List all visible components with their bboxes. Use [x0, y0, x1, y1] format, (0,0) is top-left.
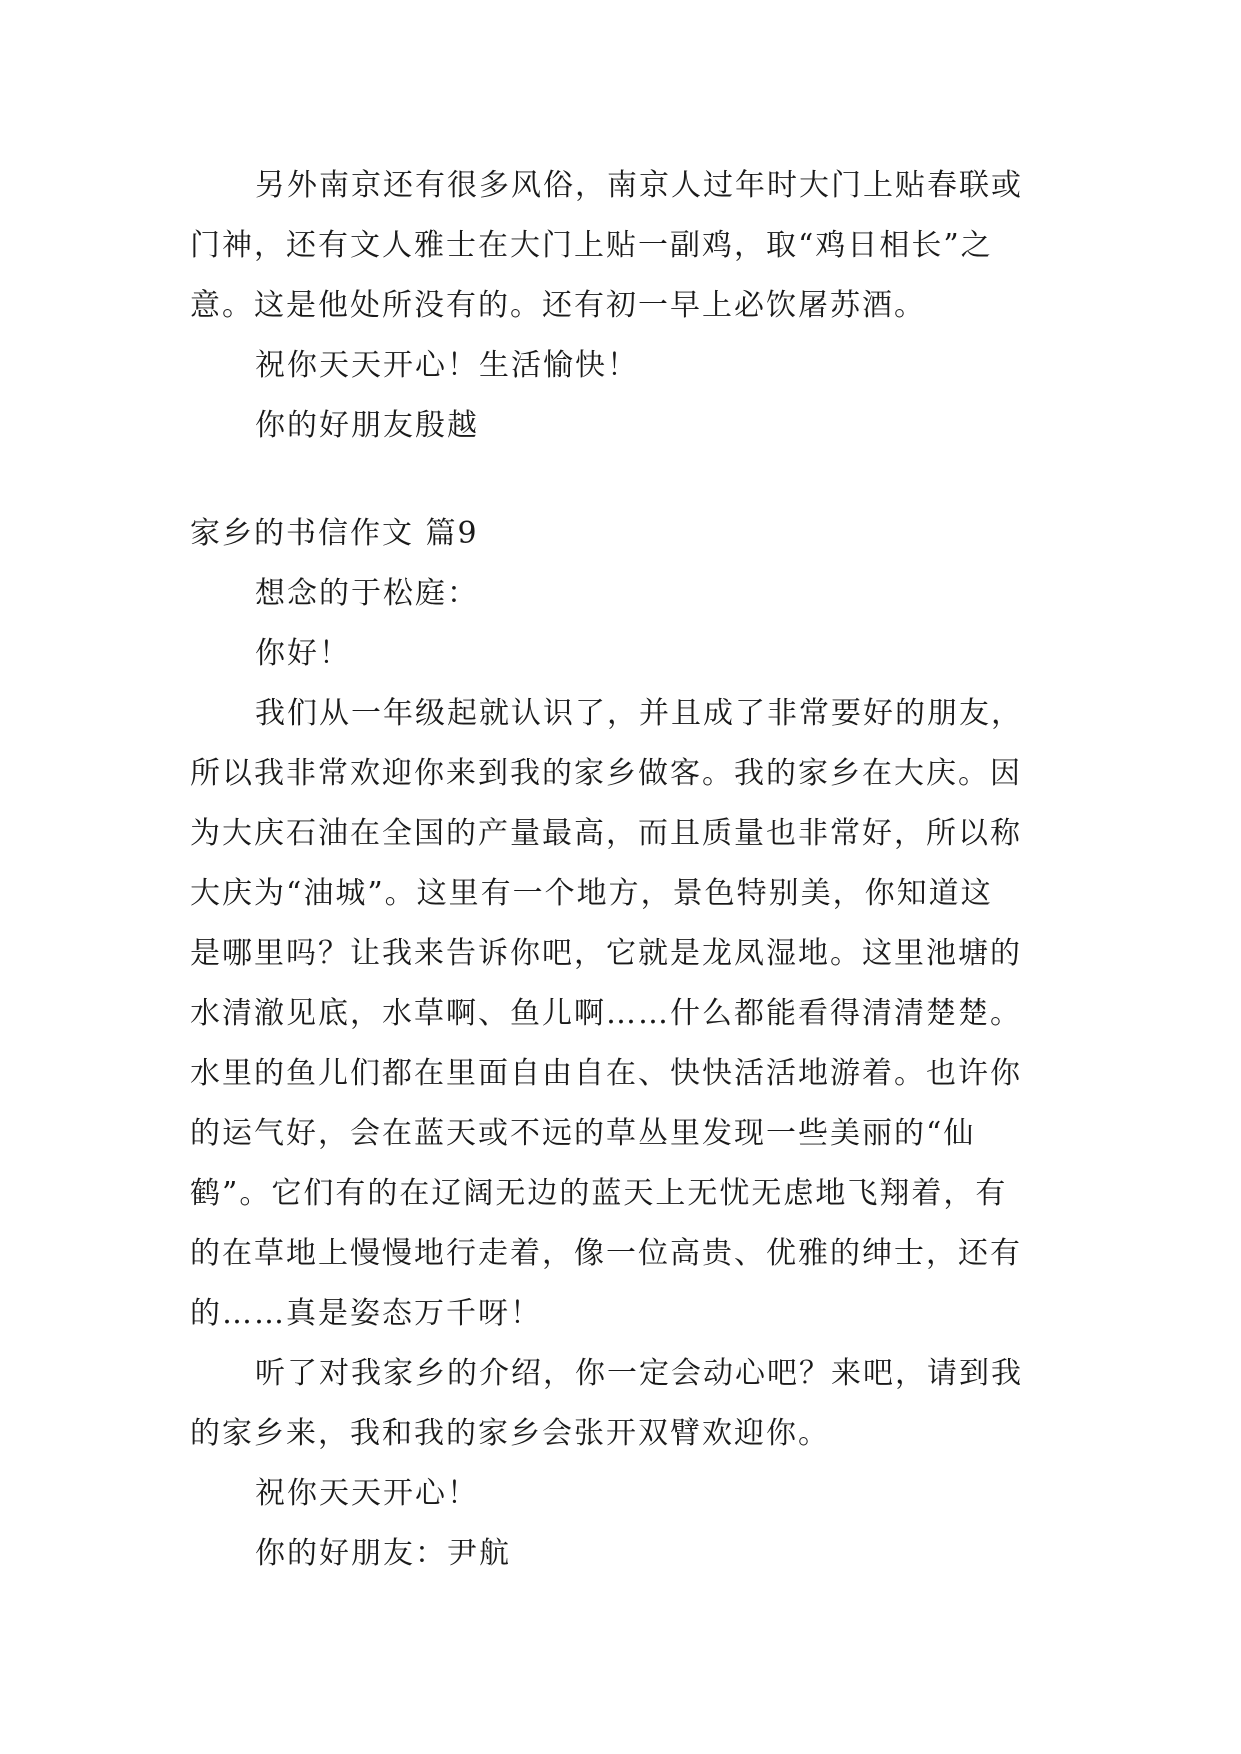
- paragraph-line: 是哪里吗？让我来告诉你吧，它就是龙凤湿地。这里池塘的: [190, 936, 1022, 971]
- paragraph-line: 意。这是他处所没有的。还有初一早上必饮屠苏酒。: [190, 288, 926, 323]
- paragraph-line: 为大庆石油在全国的产量最高，而且质量也非常好，所以称: [190, 816, 1022, 851]
- signature: 你的好朋友殷越: [255, 408, 479, 443]
- paragraph-line: 所以我非常欢迎你来到我的家乡做客。我的家乡在大庆。因: [190, 756, 1022, 791]
- paragraph-line: 鹤”。它们有的在辽阔无边的蓝天上无忧无虑地飞翔着，有: [190, 1176, 1008, 1211]
- previous-letter-ending: [190, 156, 1070, 456]
- paragraph-line: 的在草地上慢慢地行走着，像一位高贵、优雅的绅士，还有: [190, 1236, 1022, 1271]
- section-heading: 家乡的书信作文 篇9: [190, 516, 479, 551]
- paragraph-line: 的家乡来，我和我的家乡会张开双臂欢迎你。: [190, 1416, 830, 1451]
- paragraph-line: 的……真是姿态万千呀！: [190, 1296, 542, 1331]
- greeting: 你好！: [255, 636, 351, 671]
- closing-wish: 祝你天天开心！生活愉快！: [255, 348, 639, 383]
- paragraph-line: 听了对我家乡的介绍，你一定会动心吧？来吧，请到我: [255, 1356, 1023, 1391]
- signature: 你的好朋友：尹航: [255, 1536, 511, 1571]
- letter-section-9: [190, 504, 1070, 1584]
- paragraph-line: 大庆为“油城”。这里有一个地方，景色特别美，你知道这: [190, 876, 993, 911]
- closing-wish: 祝你天天开心！: [255, 1476, 479, 1511]
- paragraph-line: 水清澈见底，水草啊、鱼儿啊……什么都能看得清清楚楚。: [190, 996, 1022, 1031]
- paragraph-line: 门神，还有文人雅士在大门上贴一副鸡，取“鸡日相长”之: [190, 228, 993, 263]
- paragraph-line: 水里的鱼儿们都在里面自由自在、快快活活地游着。也许你: [190, 1056, 1022, 1091]
- paragraph-line: 另外南京还有很多风俗，南京人过年时大门上贴春联或: [255, 168, 1023, 203]
- paragraph-line: 我们从一年级起就认识了，并且成了非常要好的朋友，: [255, 696, 1023, 731]
- paragraph-line: 的运气好，会在蓝天或不远的草丛里发现一些美丽的“仙: [190, 1116, 976, 1151]
- salutation: 想念的于松庭：: [255, 576, 479, 611]
